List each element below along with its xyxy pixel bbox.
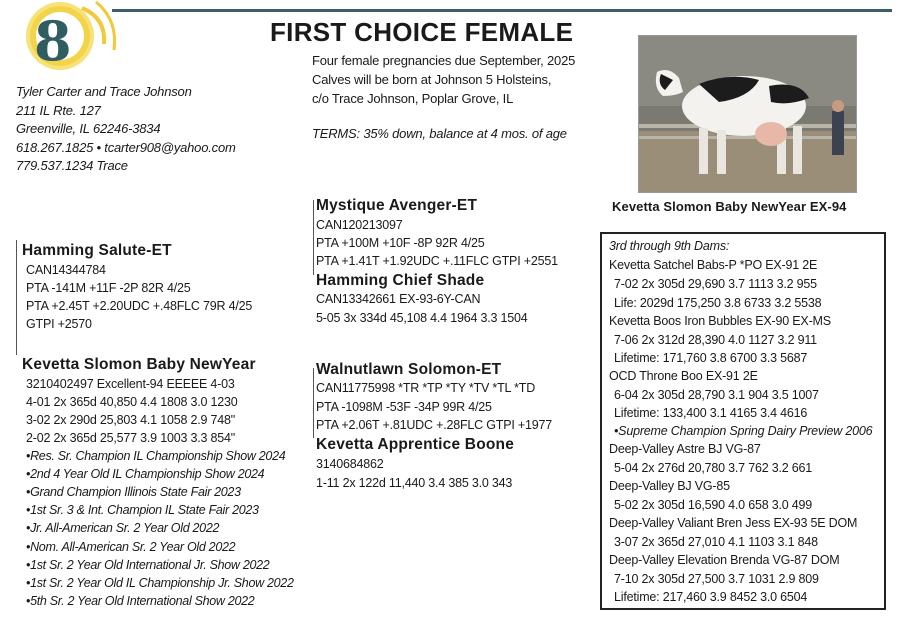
dam-achievement: •2nd 4 Year Old IL Championship Show 2024 [26, 467, 265, 481]
dam-entry-name: Kevetta Boos Iron Bubbles EX-90 EX-MS [609, 314, 831, 328]
dam-entry-name: Deep-Valley Astre BJ VG-87 [609, 442, 761, 456]
consignor-address1: 211 IL Rte. 127 [16, 103, 101, 118]
sire-sire-line-1: PTA +100M +10F -8P 92R 4/25 [316, 236, 485, 250]
dam-achievement: •5th Sr. 2 Year Old International Show 2022 [26, 594, 255, 608]
dam-sire-reg: CAN11775998 *TR *TP *TY *TV *TL *TD [316, 381, 536, 395]
dam-entry-record: 5-04 2x 276d 20,780 3.7 762 3.2 661 [614, 461, 813, 475]
sale-terms: TERMS: 35% down, balance at 4 mos. of age [312, 126, 567, 141]
dam-entry-record: Lifetime: 217,460 3.9 8452 3.0 6504 [614, 590, 808, 604]
dam-dam-line-1: 1-11 2x 122d 11,440 3.4 385 3.0 343 [316, 476, 513, 490]
cow-photo [638, 35, 857, 193]
dam-entry-name: OCD Throne Boo EX-91 2E [609, 369, 758, 383]
sale-line-3: c/o Trace Johnson, Poplar Grove, IL [312, 91, 514, 106]
dam-achievement: •1st Sr. 3 & Int. Champion IL State Fair 2023 [26, 503, 259, 517]
dam-entry-record: Life: 2029d 175,250 3.8 6733 3.2 5538 [614, 296, 822, 310]
photo-caption: Kevetta Slomon Baby NewYear EX-94 [612, 199, 847, 214]
dam-record: 2-02 2x 365d 25,577 3.9 1003 3.3 854" [26, 431, 236, 445]
consignor-address2: Greenville, IL 62246-3834 [16, 121, 161, 136]
dam-achievement: •Res. Sr. Champion IL Championship Show 2024 [26, 449, 286, 463]
sire-sire-bracket [313, 200, 314, 275]
sire-line-3: GTPI +2570 [26, 317, 92, 331]
dam-entry-record: 5-02 2x 305d 16,590 4.0 658 3.0 499 [614, 498, 813, 512]
sire-name: Hamming Salute-ET [22, 242, 172, 259]
dam-record: 3-02 2x 290d 25,803 4.1 1058 2.9 748" [26, 413, 236, 427]
dam-entry-record: Lifetime: 133,400 3.1 4165 3.4 4616 [614, 406, 808, 420]
sire-sire-reg: CAN120213097 [316, 218, 403, 232]
sale-line-1: Four female pregnancies due September, 2025 [312, 53, 576, 68]
dam-reg: 3210402497 Excellent-94 EEEEE 4-03 [26, 377, 235, 391]
dam-entry-name: Deep-Valley Valiant Bren Jess EX-93 5E DOM [609, 516, 858, 530]
dam-sire-line-2: PTA +2.06T +.81UDC +.28FLC GTPI +1977 [316, 418, 553, 432]
dam-achievement: •1st Sr. 2 Year Old International Jr. Show 2022 [26, 558, 270, 572]
dam-sire-name: Walnutlawn Solomon-ET [316, 361, 502, 378]
dam-entry-record: 7-02 2x 305d 29,690 3.7 1113 3.2 955 [614, 277, 817, 291]
consignor-phone2: 779.537.1234 Trace [16, 158, 128, 173]
sire-dam-name: Hamming Chief Shade [316, 272, 485, 289]
dams-header: 3rd through 9th Dams: [609, 239, 730, 253]
dam-name: Kevetta Slomon Baby NewYear [22, 356, 256, 373]
dam-achievement: •Jr. All-American Sr. 2 Year Old 2022 [26, 521, 220, 535]
dam-achievement: •Grand Champion Illinois State Fair 2023 [26, 485, 241, 499]
dam-dam-reg: 3140684862 [316, 457, 384, 471]
dam-dam-name: Kevetta Apprentice Boone [316, 436, 515, 453]
sale-line-2: Calves will be born at Johnson 5 Holsteins, [312, 72, 552, 87]
dam-entry-record: 7-06 2x 312d 28,390 4.0 1127 3.2 911 [614, 333, 817, 347]
dam-sire-bracket [313, 368, 314, 438]
dam-sire-line-1: PTA -1098M -53F -34P 99R 4/25 [316, 400, 492, 414]
dam-record: 4-01 2x 365d 40,850 4.4 1808 3.0 1230 [26, 395, 238, 409]
dam-entry-record: Lifetime: 171,760 3.8 6700 3.3 5687 [614, 351, 808, 365]
top-rule [112, 9, 892, 12]
sire-line-2: PTA +2.45T +2.20UDC +.48FLC 79R 4/25 [26, 299, 253, 313]
lot-number: 8 [34, 9, 72, 73]
dam-entry-record: 6-04 2x 305d 28,790 3.1 904 3.5 1007 [614, 388, 819, 402]
dam-entry-name: Deep-Valley Elevation Brenda VG-87 DOM [609, 553, 840, 567]
dam-entry-name: Kevetta Satchel Babs-P *PO EX-91 2E [609, 258, 818, 272]
sire-sire-line-2: PTA +1.41T +1.92UDC +.11FLC GTPI +2551 [316, 254, 558, 268]
dam-entry-name: Deep-Valley BJ VG-85 [609, 479, 730, 493]
sire-sire-name: Mystique Avenger-ET [316, 197, 478, 214]
sire-line-1: PTA -141M +11F -2P 82R 4/25 [26, 281, 191, 295]
page-title: FIRST CHOICE FEMALE [270, 17, 574, 47]
sire-bracket [16, 240, 17, 355]
consignor-name: Tyler Carter and Trace Johnson [16, 84, 192, 99]
sire-reg: CAN14344784 [26, 263, 106, 277]
dam-entry-record: 3-07 2x 365d 27,010 4.1 1103 3.1 848 [614, 535, 818, 549]
sire-dam-line-1: 5-05 3x 334d 45,108 4.4 1964 3.3 1504 [316, 311, 528, 325]
dam-achievement: •1st Sr. 2 Year Old IL Championship Jr. Show 2022 [26, 576, 294, 590]
dam-entry-record: 7-10 2x 305d 27,500 3.7 1031 2.9 809 [614, 572, 819, 586]
sire-dam-reg: CAN13342661 EX-93-6Y-CAN [316, 292, 481, 306]
consignor-phone-email: 618.267.1825 • tcarter908@yahoo.com [16, 140, 236, 155]
dam-achievement: •Nom. All-American Sr. 2 Year Old 2022 [26, 540, 236, 554]
dam-entry-achievement: •Supreme Champion Spring Dairy Preview 2006 [614, 424, 873, 438]
